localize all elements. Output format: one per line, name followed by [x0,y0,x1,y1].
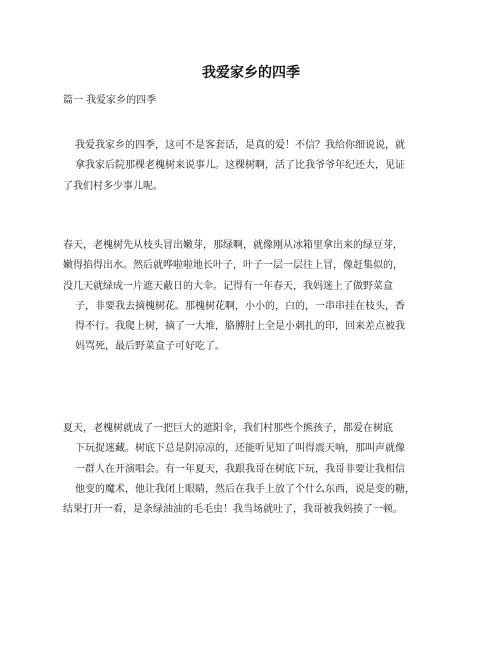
paragraph-line: 得不行。我爬上树，摘了一大堆，胳膊肘上全是小刺扎的印，回来差点被我 [75,321,405,333]
paragraph-line: 夏天，老槐树就成了一把巨大的遮阳伞，我们村那些个熊孩子，都爱在树底 [63,423,393,434]
paragraph-line: 我爱我家乡的四季，这可不是客套话，是真的爱！不信？我给你细说说，就 [75,140,405,151]
paragraph-line: 下玩捉迷藏。树底下总是阴凉凉的，还能听见知了叫得震天响，那叫声就像 [75,443,405,455]
paragraph-line: 妈骂死，最后野菜盒子可好吃了。 [75,341,225,353]
paragraph-line: 嫩得掐得出水。然后就哗啦啦地长叶子，叶子一层一层往上冒，像赶集似的， [63,260,403,272]
paragraph-line: 春天，老槐树先从枝头冒出嫩芽，那绿啊，就像刚从冰箱里拿出来的绿豆芽， [63,240,403,251]
paragraph-line: 没几天就绿成一片遮天蔽日的大伞。记得有一年春天，我妈迷上了做野菜盒 [63,280,393,292]
paragraph-line: 一群人在开演唱会。有一年夏天，我跟我哥在树底下玩，我哥非要让我相信 [75,463,405,475]
paragraph-line: 了我们村多少事儿呢。 [63,180,163,192]
paragraph-1 [63,136,448,197]
paragraph-line: 子，非要我去摘槐树花。那槐树花啊，小小的，白的，一串串挂在枝头，香 [75,300,405,312]
document-subtitle: 篇一 我爱家乡的四季 [63,95,157,106]
paragraph-line: 拿我家后院那棵老槐树来说事儿。这棵树啊，活了比我爷爷年纪还大，见证 [75,160,405,172]
paragraph-3 [63,419,448,520]
paragraph-2 [63,236,448,358]
document-title: 我爱家乡的四季 [202,65,300,81]
paragraph-line: 他变的魔术，他让我闭上眼睛，然后在我手上放了个什么东西，说是变的糖， [75,483,415,495]
paragraph-line: 结果打开一看，是条绿油油的毛毛虫！我当场就吐了，我哥被我妈揍了一顿。 [63,504,403,516]
